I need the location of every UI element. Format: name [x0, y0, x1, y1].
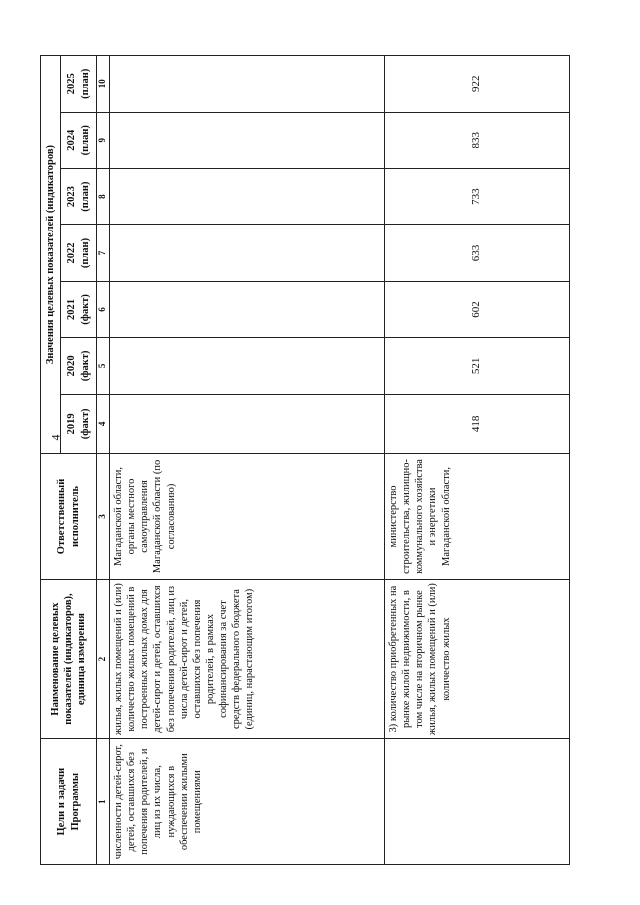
header-year-2023: 2023 (план) — [61, 168, 97, 224]
value-2023 — [110, 168, 385, 224]
table-row — [385, 56, 570, 865]
value-2025 — [110, 56, 385, 113]
column-number: 9 — [97, 112, 110, 168]
value-2021: 602 — [385, 281, 570, 337]
page-number: 4 — [48, 434, 63, 441]
value-2024: 833 — [385, 112, 570, 168]
value-2025: 922 — [385, 56, 570, 113]
header-values-group: Значения целевых показателей (индикаторов) — [41, 56, 61, 454]
column-number: 1 — [97, 739, 110, 865]
table-row — [110, 56, 385, 865]
value-2020: 521 — [385, 338, 570, 394]
indicator-cell: жилья, жилых помещений и (или) количество жилых помещений в построенных жилых домах для детей-сирот и детей, оставшихся без попечения родителей, лиц из числа детей-сирот и детей, оставшихся без попечения родителей, в рамках софинансирования за счет средств федерального бюджета (единиц, нарастающим итогом) — [110, 579, 385, 739]
header-year-2021: 2021 (факт) — [61, 281, 97, 337]
header-indicator: Наименование целевых показателей (индикаторов), единица измерения — [41, 579, 97, 739]
column-number: 4 — [97, 394, 110, 454]
value-2019: 418 — [385, 394, 570, 454]
indicator-cell: 3) количество приобретенных на рынке жилой недвижимости, в том числе на вторичном рынке жилья, жилых помещений и (или) количество жилых — [385, 579, 570, 739]
indicator-table — [40, 55, 570, 865]
header-year-2022: 2022 (план) — [61, 225, 97, 281]
column-number-row — [97, 56, 110, 865]
value-2021 — [110, 281, 385, 337]
executor-cell: министерство строительства, жилищно-коммунального хозяйства и энергетики Магаданской области, — [385, 454, 570, 580]
header-year-2024: 2024 (план) — [61, 112, 97, 168]
column-number: 3 — [97, 454, 110, 580]
column-number: 10 — [97, 56, 110, 113]
column-number: 6 — [97, 281, 110, 337]
header-year-2019: 2019 (факт) — [61, 394, 97, 454]
header-goals: Цели и задачи Программы — [41, 739, 97, 865]
column-number: 7 — [97, 225, 110, 281]
header-year-2025: 2025 (план) — [61, 56, 97, 113]
executor-cell: Магаданской области, органы местного самоуправления Магаданской области (по согласованию) — [110, 454, 385, 580]
header-year-2020: 2020 (факт) — [61, 338, 97, 394]
value-2022 — [110, 225, 385, 281]
header-executor: Ответственный исполнитель — [41, 454, 97, 580]
column-number: 2 — [97, 579, 110, 739]
column-number: 5 — [97, 338, 110, 394]
value-2019 — [110, 394, 385, 454]
goal-cell: численности детей-сирот, детей, оставшихся без попечения родителей, и лиц из их числа, нуждающихся в обеспечении жилыми помещениями — [110, 739, 385, 865]
value-2024 — [110, 112, 385, 168]
column-number: 8 — [97, 168, 110, 224]
value-2023: 733 — [385, 168, 570, 224]
value-2022: 633 — [385, 225, 570, 281]
indicator-table-sheet — [40, 55, 570, 865]
value-2020 — [110, 338, 385, 394]
goal-cell — [385, 739, 570, 865]
